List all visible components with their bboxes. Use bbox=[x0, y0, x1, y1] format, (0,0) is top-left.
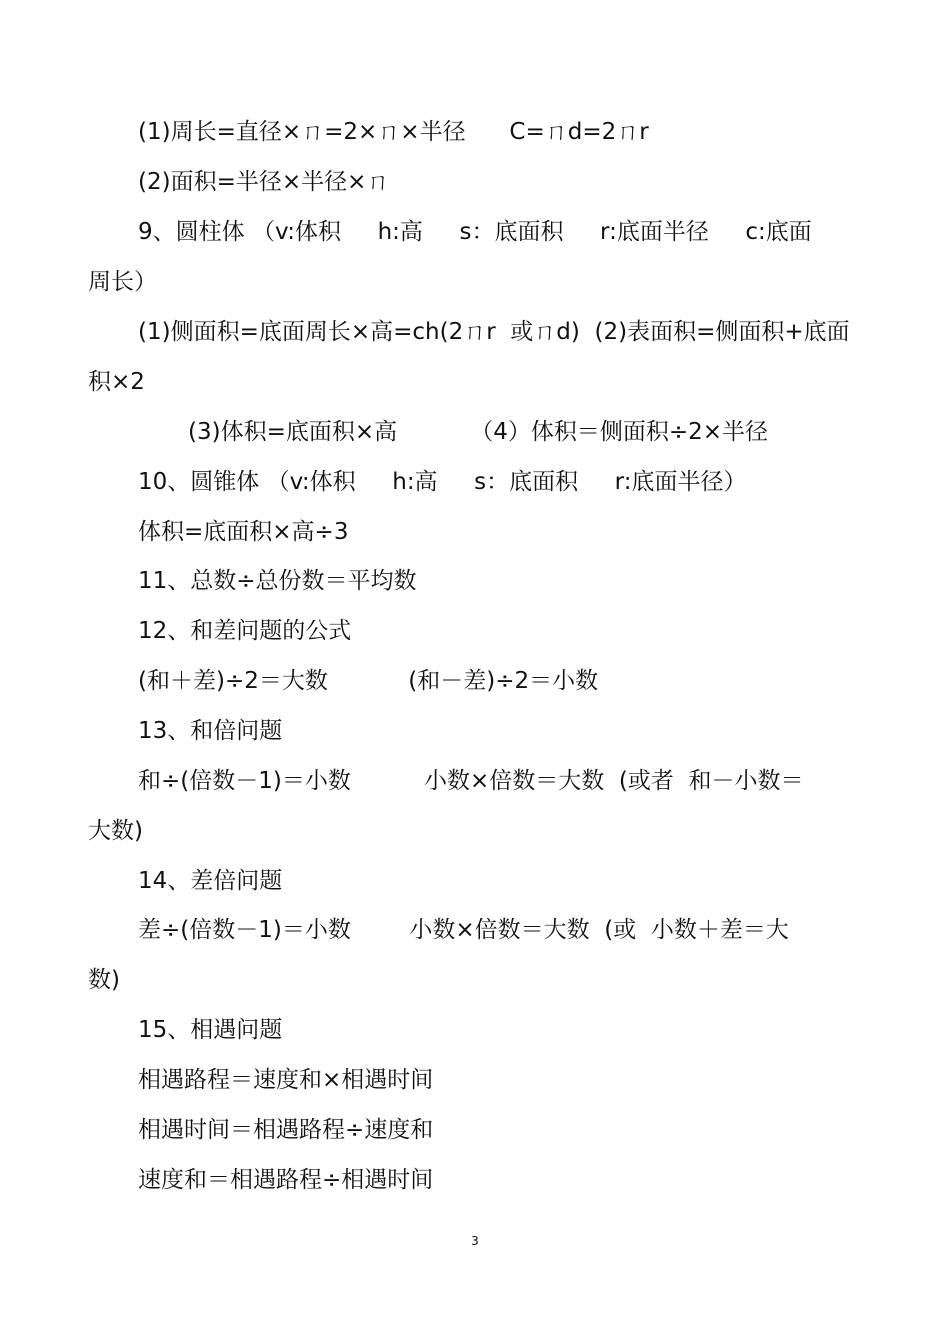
formula-speed-sum: 速度和＝相遇路程÷相遇时间 bbox=[138, 1167, 434, 1193]
formula-average: 11、总数÷总份数＝平均数 bbox=[138, 568, 417, 594]
heading-difference-multiple: 14、差倍问题 bbox=[138, 868, 283, 894]
formula-cylinder-lateral-surface: (1)侧面积=底面周长×高=ch(2ㄇr 或ㄇd) (2)表面积=侧面积+底面 bbox=[138, 319, 850, 345]
formula-sum-multiple-continued: 大数) bbox=[88, 818, 143, 844]
formula-cylinder-volume: (3)体积=底面积×高 （4）体积＝侧面积÷2×半径 bbox=[188, 419, 769, 445]
heading-meeting-problem: 15、相遇问题 bbox=[138, 1017, 283, 1043]
heading-cone: 10、圆锥体 （v:体积 h:高 s：底面积 r:底面半径） bbox=[138, 469, 747, 495]
heading-sum-multiple: 13、和倍问题 bbox=[138, 718, 283, 744]
formula-sum-difference: (和＋差)÷2＝大数 (和－差)÷2＝小数 bbox=[138, 668, 599, 694]
formula-circle-area: (2)面积=半径×半径×ㄇ bbox=[138, 169, 390, 195]
formula-circle-perimeter: (1)周长=直径×ㄇ=2×ㄇ×半径 C=ㄇd=2ㄇr bbox=[138, 119, 649, 145]
formula-meeting-time: 相遇时间＝相遇路程÷速度和 bbox=[138, 1117, 434, 1143]
page-number: 3 bbox=[471, 1234, 479, 1248]
formula-sum-multiple: 和÷(倍数－1)＝小数 小数×倍数＝大数 (或者 和－小数＝ bbox=[138, 768, 804, 794]
formula-difference-multiple-continued: 数) bbox=[88, 967, 120, 993]
heading-cylinder: 9、圆柱体 （v:体积 h:高 s：底面积 r:底面半径 c:底面 bbox=[138, 219, 812, 245]
formula-difference-multiple: 差÷(倍数－1)＝小数 小数×倍数＝大数 (或 小数＋差＝大 bbox=[138, 917, 789, 943]
formula-cylinder-lateral-surface-continued: 积×2 bbox=[88, 369, 145, 395]
formula-meeting-distance: 相遇路程＝速度和×相遇时间 bbox=[138, 1067, 434, 1093]
formula-cone-volume: 体积=底面积×高÷3 bbox=[138, 519, 349, 545]
heading-sum-difference: 12、和差问题的公式 bbox=[138, 618, 352, 644]
heading-cylinder-continued: 周长） bbox=[88, 269, 157, 295]
